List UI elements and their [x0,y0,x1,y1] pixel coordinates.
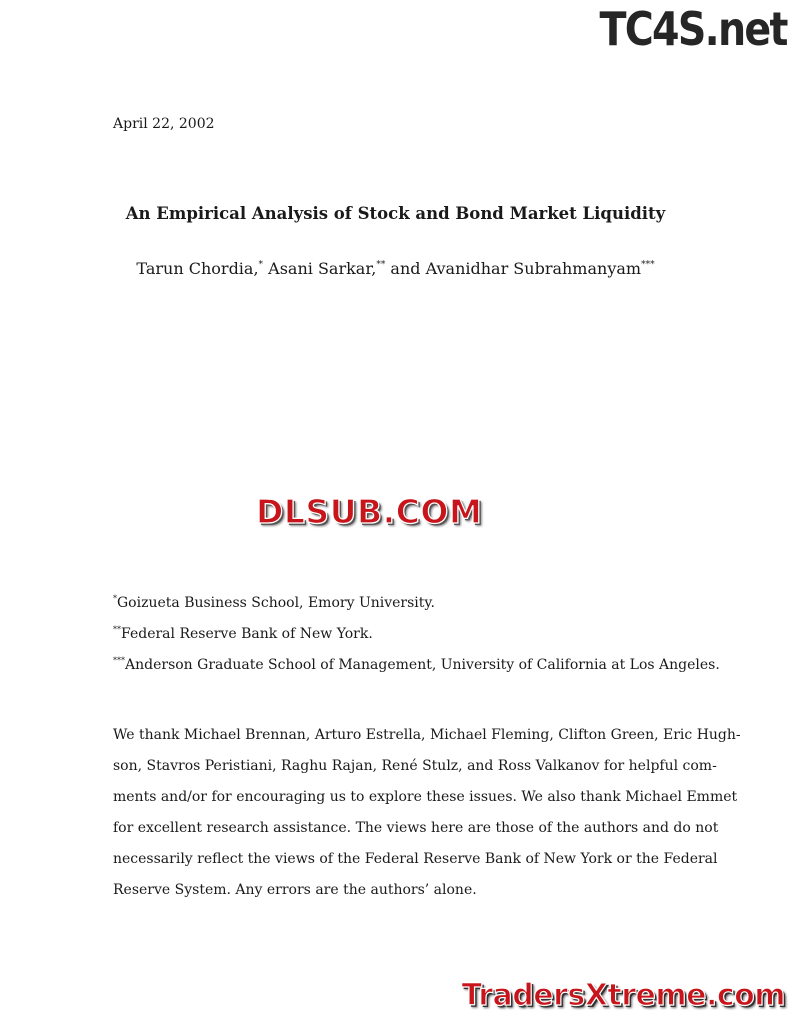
paper-date: April 22, 2002 [113,116,215,132]
affiliation-text: Anderson Graduate School of Management, University of California at Los Angeles. [125,657,720,673]
acknowledgment-line: son, Stavros Peristiani, Raghu Rajan, René Stulz, and Ross Valkanov for helpful com- [113,758,717,774]
acknowledgment-paragraph [113,726,741,912]
affiliation-note [113,657,720,673]
author-name: Tarun Chordia, [136,259,259,278]
affiliation-text: Goizueta Business School, Emory University. [117,595,435,611]
affiliation-mark: *** [113,656,125,665]
author-footnote-mark: ** [376,260,386,270]
author-footnote-mark: * [258,260,264,270]
affiliation-note [113,626,373,642]
affiliation-mark: ** [113,625,121,634]
acknowledgment-line: necessarily reflect the views of the Federal Reserve Bank of New York or the Federal [113,851,718,867]
paper-title: An Empirical Analysis of Stock and Bond Market Liquidity [125,204,666,223]
acknowledgment-line: ments and/or for encouraging us to explore these issues. We also thank Michael Emmet [113,789,738,805]
acknowledgment-line: for excellent research assistance. The views here are those of the authors and do not [113,820,719,836]
tc4s-watermark: TC4S.net [599,2,787,56]
affiliation-mark: * [113,594,117,603]
paper-authors [0,259,791,278]
acknowledgment-line: Reserve System. Any errors are the authors’ alone. [113,882,477,898]
acknowledgment-line: We thank Michael Brennan, Arturo Estrella, Michael Fleming, Clifton Green, Eric Hugh- [113,727,741,743]
affiliation-text: Federal Reserve Bank of New York. [121,626,373,642]
affiliation-note [113,595,435,611]
dlsub-watermark: DLSUB.COM [256,492,483,531]
author-name: Asani Sarkar, [268,259,377,278]
tradersxtreme-watermark: TradersXtreme.com [461,978,785,1013]
author-name: and Avanidhar Subrahmanyam [390,259,642,278]
author-footnote-mark: *** [641,260,655,270]
